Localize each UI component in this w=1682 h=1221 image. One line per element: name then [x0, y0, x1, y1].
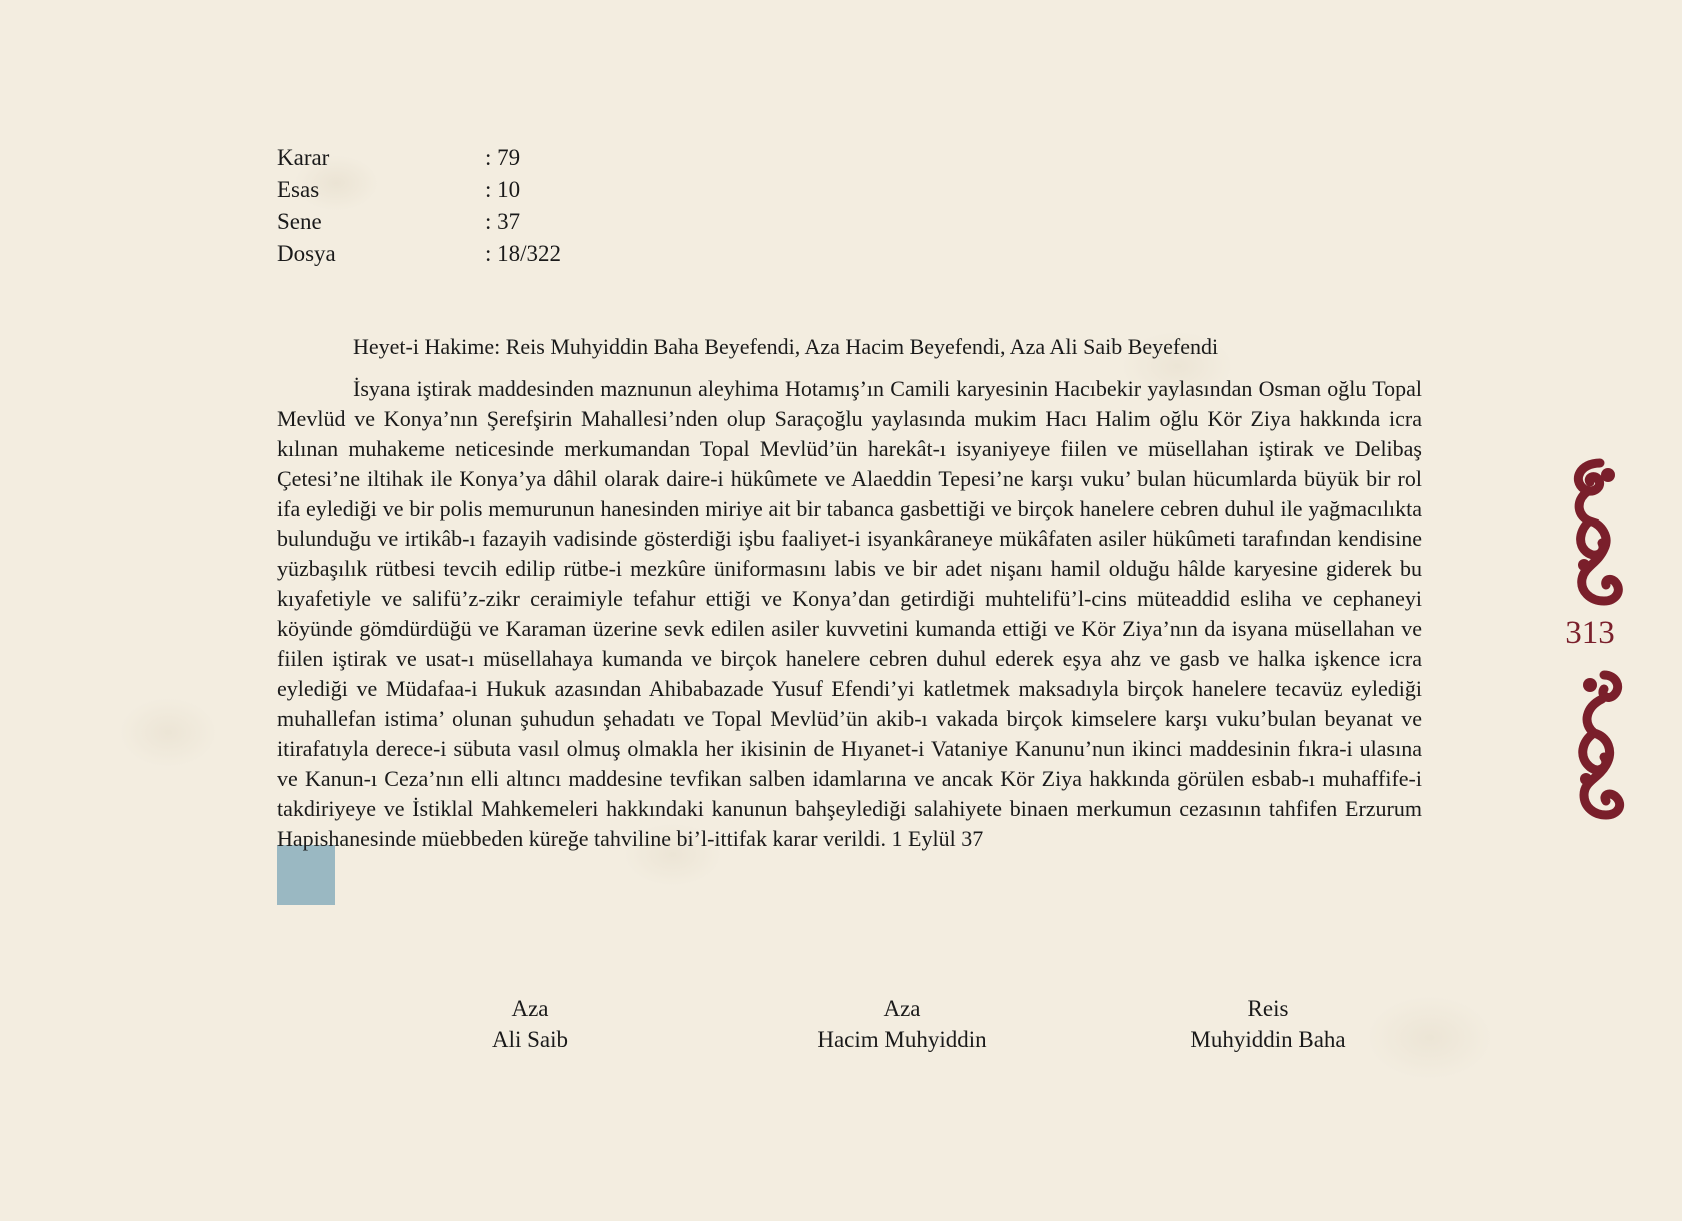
signature-name: Hacim Muhyiddin	[817, 1027, 987, 1052]
meta-value: : 18/322	[485, 241, 562, 266]
signature-aza-2	[752, 993, 1052, 1055]
court-panel-heading: Heyet-i Hakime: Reis Muhyiddin Baha Beyefendi, Aza Hacim Beyefendi, Aza Ali Saib Beyefendi	[353, 334, 1219, 359]
meta-row-esas	[277, 174, 561, 206]
signature-title: Reis	[1247, 996, 1289, 1021]
meta-value: : 10	[485, 177, 521, 202]
meta-label: Esas	[277, 177, 320, 202]
signature-aza-1	[380, 993, 680, 1055]
signature-reis	[1118, 993, 1418, 1055]
text-selection-highlight	[277, 845, 335, 905]
signature-name: Muhyiddin Baha	[1190, 1027, 1346, 1052]
ornament-top-icon	[1560, 455, 1630, 610]
page-number: 313	[1565, 615, 1615, 651]
verdict-body-text[interactable]: İsyana iştirak maddesinden maznunun aleyhima Hotamış’ın Camili karyesinin Hacıbekir yaylasından Osman oğlu Topal Mevlüd ve Konya’nın Şerefşirin Mahallesi’nden olup Saraçoğlu yaylasında mukim Hacı Halim oğlu Kör Ziya hakkında icra kılınan muhakeme neticesinde merkumandan Topal Mevlüd’ün harekât-ı isyaniyeye fiilen ve müsellahan iştirak ve Delibaş Çetesi’ne iltihak ile Konya’ya dâhil olarak daire-i hükûmete ve Alaeddin Tepesi’ne karşı vuku’ bulan hücumlarda büyük bir rol ifa eylediği ve bir polis memurunun hanesinden miriye ait bir tabanca gasbettiği ve birçok hanelere cebren duhul ile yağmacılıkta bulunduğu ve irtikâb-ı fazayih vadisinde gösterdiği işbu faaliyet-i isyankâraneye mükâfaten asiler hükûmeti tarafından kendisine yüzbaşılık rütbesi tevcih edilip rütbe-i mezkûre üniformasını labis ve bir adet nişanı hamil olduğu hâlde karyesine giderek bu kıyafetiyle ve salifü’z-zikr ceraimiyle tefahur ettiği ve Konya’dan getirdiği muhtelifü’l-cins müteaddid esliha ve cephaneyi köyünde gömdürdüğü ve Karaman üzerine sevk edilen asiler kuvvetini kumanda ettiği ve Kör Ziya’nın da isyana müsellahan ve fiilen iştirak ve usat-ı müsellahaya kumanda ve birçok hanelere cebren duhul ederek eşya ahz ve gasb ve halka işkence icra eylediği ve Müdafaa-i Hukuk azasından Ahibabazade Yusuf Efendi’yi katletmek maksadıyla birçok hanelere tecavüz eylediği muhallefan istima’ olunan şuhudun şehadatı ve Topal Mevlüd’ün akib-ı vakada birçok kimselere karşı vuku’bulan beyanat ve itirafatıyla derece-i sübuta vasıl olmuş olmakla her ikisinin de Hıyanet-i Vataniye Kanunu’nun ikinci maddesinin fıkra-i ulasına ve Kanun-ı Ceza’nın elli altıncı maddesine tevfikan salben idamlarına ve ancak Kör Ziya hakkında görülen esbab-ı muhaffife-i takdiriyeye ve İstiklal Mahkemeleri hakkındaki kanunun bahşeylediği salahiyete binaen merkumun cezasının tahfifen Erzurum Hapishanesinde müebbeden küreğe tahviline bi’l-ittifak karar verildi. 1 Eylül 37	[277, 376, 1422, 851]
meta-row-sene	[277, 206, 561, 238]
ornament-bottom-icon	[1560, 665, 1630, 825]
meta-label: Dosya	[277, 241, 336, 266]
meta-value: : 37	[485, 209, 521, 234]
meta-row-karar	[277, 142, 561, 174]
signature-title: Aza	[883, 996, 921, 1021]
case-metadata	[277, 142, 561, 270]
signature-name: Ali Saib	[491, 1027, 569, 1052]
meta-label: Karar	[277, 145, 330, 170]
meta-label: Sene	[277, 209, 322, 234]
meta-row-dosya	[277, 238, 561, 270]
signature-title: Aza	[511, 996, 549, 1021]
meta-value: : 79	[485, 145, 521, 170]
